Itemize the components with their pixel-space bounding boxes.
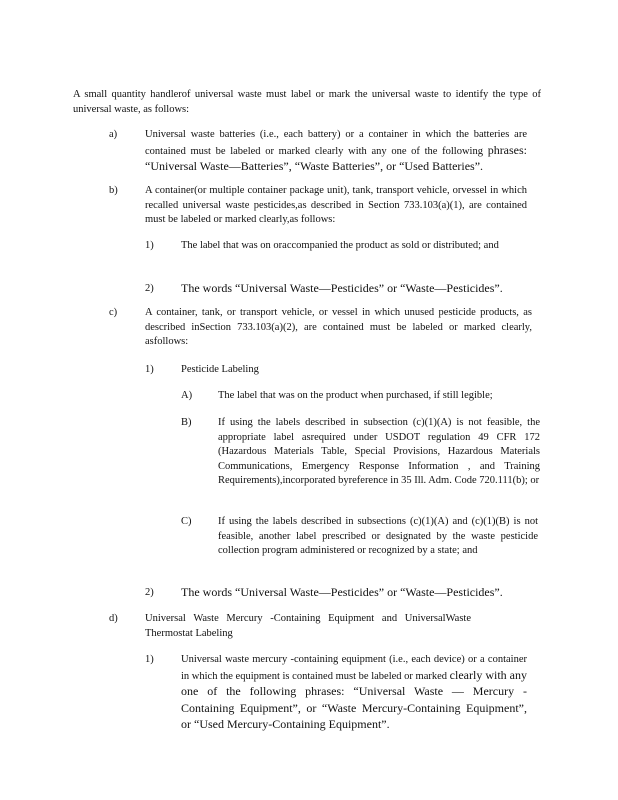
item-c2-label: 2) [145, 587, 154, 598]
item-a-body: Universal waste batteries (i.e., each battery) or a container in which the batteries are contained must be labeled or marked clearly with any one of the following [145, 129, 527, 157]
item-c1B-text: If using the labels described in subsection (c)(1)(A) is not feasible, the appropriate label asrequired under USDOT regulation 49 CFR 172 (Hazardous Materials Table, Special Provisions, Hazardous Materials Communications, Emergency Response Information , and Training Requirements),incorporated byreference in 35 Ill. Adm. Code 720.111(b); or [218, 417, 540, 486]
item-d1-body: Universal waste mercury -containing equipment (i.e., each device) or a container in which the equipment is contained must be labeled or marked [181, 654, 527, 682]
item-c1B-label: B) [181, 417, 192, 428]
item-c-text: A container, tank, or transport vehicle, or vessel in which unused pesticide products, as described inSection 733.103(a)(2), are contained must be labeled or marked clearly, asfollows: [145, 307, 532, 347]
item-a-label: a) [109, 129, 118, 140]
item-d-title: Universal Waste Mercury -Containing Equipment and UniversalWaste Thermostat Labeling [145, 613, 471, 639]
item-c1C-text: If using the labels described in subsections (c)(1)(A) and (c)(1)(B) is not feasible, another label prescribed or designated by the waste pesticide collection program administered or recognized by a state; and [218, 516, 538, 556]
intro-paragraph: A small quantity handlerof universal waste must label or mark the universal waste to identify the type of universal waste, as follows: [73, 89, 541, 115]
item-d-label: d) [109, 613, 118, 624]
item-c1A-label: A) [181, 390, 193, 401]
item-c1A-text: The label that was on the product when purchased, if still legible; [218, 390, 493, 401]
item-b2-label: 2) [145, 283, 154, 294]
item-c1-label: 1) [145, 364, 154, 375]
item-a-phrase: phrases: “Universal Waste—Batteries”, “Waste Batteries”, or “Used Batteries”. [145, 142, 528, 173]
item-b2-text: The words “Universal Waste—Pesticides” or “Waste—Pesticides”. [181, 281, 503, 295]
item-c1-title: Pesticide Labeling [181, 364, 259, 375]
item-b-label: b) [109, 185, 118, 196]
item-b-text: A container(or multiple container package unit), tank, transport vehicle, orvessel in which recalled universal waste pesticides,as described in Section 733.103(a)(1), are contained must be labeled or marked clearly,as follows: [145, 185, 527, 225]
item-d1-text [181, 653, 527, 734]
item-c1C-label: C) [181, 516, 192, 527]
item-b1-text: The label that was on oraccompanied the product as sold or distributed; and [181, 240, 499, 251]
item-b1-label: 1) [145, 240, 154, 251]
item-a-text [145, 128, 527, 176]
item-d1-phrase: clearly with any one of the following phrases: “Universal Waste — Mercury -Containing Equipment”, or “Waste Mercury-Containing Equipment”, or “Used Mercury-Containing Equipment”. [181, 667, 527, 731]
item-d1-label: 1) [145, 654, 154, 665]
item-c2-text: The words “Universal Waste—Pesticides” or “Waste—Pesticides”. [181, 585, 503, 599]
item-c-label: c) [109, 307, 118, 318]
